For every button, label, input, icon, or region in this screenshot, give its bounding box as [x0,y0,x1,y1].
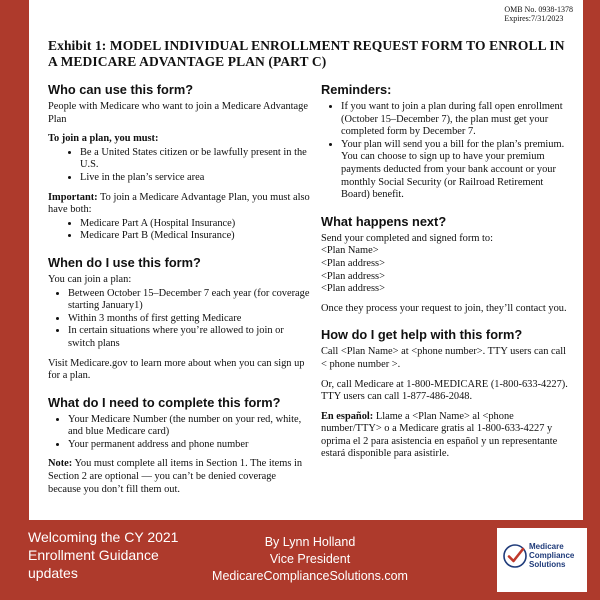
note-paragraph [48,458,310,496]
who-text: People with Medicare who want to join a Medicare Advantage Plan [48,101,308,125]
note-text: You must complete all items in Section 1. The items in Section 2 are optional — you can’t be denied coverage because you don’t fill them out. [48,458,303,495]
author-name: By Lynn Holland [264,535,356,549]
enrollment-form-document [29,0,583,520]
when-heading: When do I use this form? [48,254,201,270]
address-line: <Plan address> [321,270,385,282]
when-list [48,288,310,351]
list-item: • Medicare Part B (Medical Insurance) [80,230,310,243]
address-line: <Plan address> [321,257,385,269]
need-heading: What do I need to complete this form? [48,394,281,410]
footer-banner [0,520,600,600]
list-item: • Live in the plan’s service area [80,172,310,185]
left-column [48,82,310,496]
note-label: Note: [48,458,73,470]
checkmark-logo-icon [502,543,528,569]
call-text: Call <Plan Name> at <phone number>. TTY users can call < phone number >. [321,346,567,370]
logo-line: Solutions [529,560,566,569]
list-item: • Between October 15–December 7 each year (for coverage starting January1) [68,288,310,313]
espanol-label: En español: [321,410,374,422]
omb-expires: Expires:7/31/2023 [504,14,564,23]
website[interactable]: MedicareComplianceSolutions.com [212,569,408,583]
list-item: • Your permanent address and phone number [68,439,310,452]
must-intro: To join a plan, you must: [48,133,159,145]
send-text: Send your completed and signed form to: [321,232,493,244]
omb-info [504,5,573,23]
help-heading: How do I get help with this form? [321,327,523,343]
or-call-text: Or, call Medicare at 1-800-MEDICARE (1-800-633-4227). TTY users can call 1-877-486-2048. [321,378,568,403]
right-column [321,82,573,461]
visit-text: Visit Medicare.gov to learn more about when you can sign up for a plan. [48,357,305,382]
who-heading: Who can use this form? [48,82,194,97]
after-text: Once they process your request to join, they’ll contact you. [321,302,567,314]
logo-line: Medicare [529,542,564,551]
list-item: • In certain situations where you’re allowed to join or switch plans [68,325,310,350]
when-intro: You can join a plan: [48,273,132,285]
company-logo [497,528,587,592]
document-title: Exhibit 1: MODEL INDIVIDUAL ENROLLMENT REQUEST FORM TO ENROLL IN A MEDICARE ADVANTAGE PLAN (PART C) [48,38,565,69]
omb-number: OMB No. 0938-1378 [504,5,573,14]
list-item: • Medicare Part A (Hospital Insurance) [80,218,310,231]
list-item: • Your plan will send you a bill for the plan’s premium. You can choose to sign up to have your premium payments deducted from your bank account or your monthly Social Security (or Railroad Retirement Board) benefit. [341,139,573,202]
reminders-list [321,101,573,202]
author-title: Vice President [269,552,351,566]
list-item: • Be a United States citizen or be lawfully present in the U.S. [80,147,310,172]
important-list [48,218,310,243]
espanol-paragraph [321,411,573,461]
list-item: • Within 3 months of first getting Medicare [68,313,310,326]
list-item: • Your Medicare Number (the number on your red, white, and blue Medicare card) [68,414,310,439]
important-text: To join a Medicare Advantage Plan, you must also have both: [48,191,310,216]
need-list [48,414,310,452]
must-list [48,147,310,185]
reminders-heading: Reminders: [321,82,392,97]
address-line: <Plan address> [321,283,385,295]
important-label: Important: [48,191,98,203]
tagline: Welcoming the CY 2021 Enrollment Guidance updates [28,529,179,581]
author-block [190,534,430,585]
logo-text [529,542,585,569]
list-item: • If you want to join a plan during fall open enrollment (October 15–December 7), the plan must get your completed form by December 7. [341,101,573,139]
espanol-text: Llame a <Plan Name> al <phone number/TTY> o a Medicare gratis al 1-800-633-4227 y oprima el 2 para asistencia en español y un representante estará disponible para asistirle. [321,410,558,460]
important-paragraph [48,192,310,217]
next-heading: What happens next? [321,213,447,229]
logo-line: Compliance [529,551,575,560]
address-line: <Plan Name> [321,245,379,257]
